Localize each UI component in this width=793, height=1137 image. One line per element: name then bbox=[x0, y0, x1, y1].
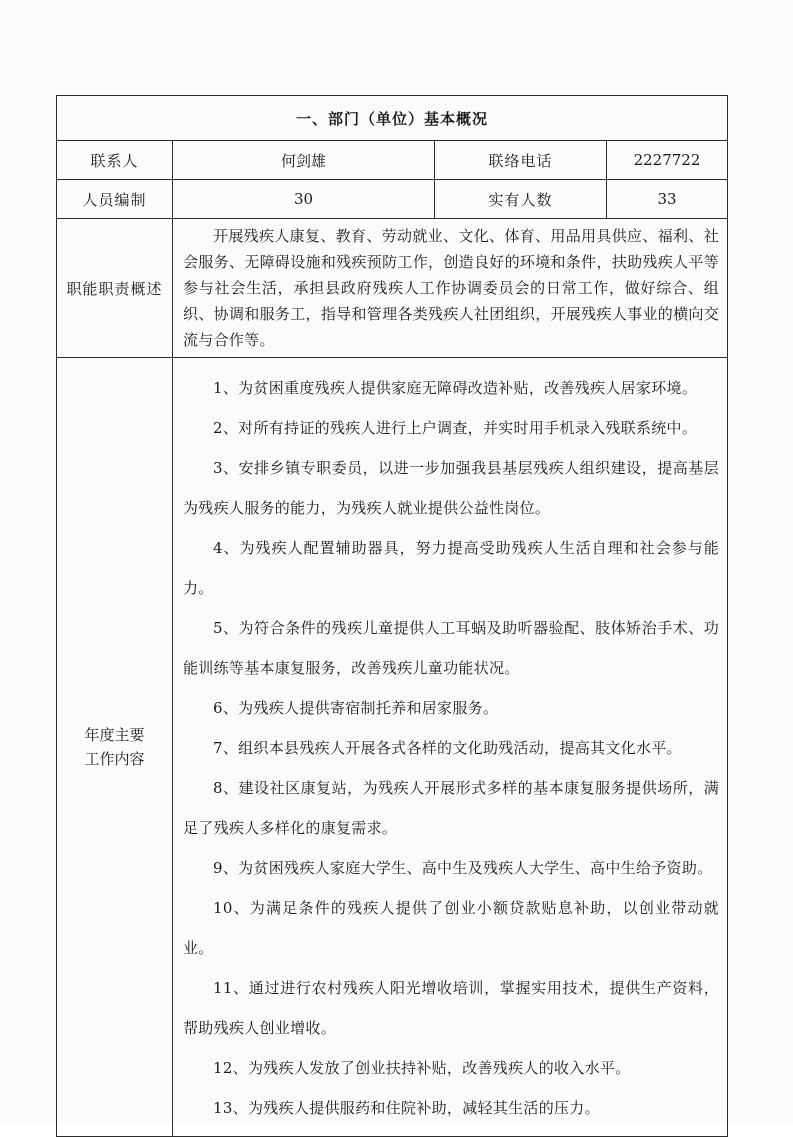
actual-staff-label: 实有人数 bbox=[435, 180, 607, 219]
basic-overview-table bbox=[56, 95, 728, 1137]
work-content-cell bbox=[173, 358, 728, 1137]
work-item: 9、为贫困残疾人家庭大学生、高中生及残疾人大学生、高中生给予资助。 bbox=[213, 859, 713, 877]
duties-label: 职能职责概述 bbox=[57, 219, 173, 358]
work-item: 12、为残疾人发放了创业扶持补贴，改善残疾人的收入水平。 bbox=[213, 1059, 631, 1077]
work-item: 6、为残疾人提供寄宿制托养和居家服务。 bbox=[213, 699, 499, 717]
duties-cell bbox=[173, 219, 728, 358]
work-item: 8、建设社区康复站，为残疾人开展形式多样的基本康复服务提供场所，满足了残疾人多样化的康复需求。 bbox=[183, 779, 720, 837]
work-label-line2: 工作内容 bbox=[84, 750, 145, 768]
work-label bbox=[57, 358, 173, 1137]
work-item: 5、为符合条件的残疾儿童提供人工耳蜗及助听器验配、肢体矫治手术、功能训练等基本康复服务，改善残疾儿童功能状况。 bbox=[183, 619, 720, 677]
contact-label: 联系人 bbox=[57, 141, 173, 180]
table-title: 一、部门（单位）基本概况 bbox=[57, 96, 728, 141]
staff-quota-label: 人员编制 bbox=[57, 180, 173, 219]
work-item: 11、通过进行农村残疾人阳光增收培训，掌握实用技术，提供生产资料，帮助残疾人创业增收。 bbox=[183, 979, 720, 1037]
work-item: 3、安排乡镇专职委员，以进一步加强我县基层残疾人组织建设，提高基层为残疾人服务的能力，为残疾人就业提供公益性岗位。 bbox=[183, 459, 720, 517]
duties-text: 开展残疾人康复、教育、劳动就业、文化、体育、用品用具供应、福利、社会服务、无障碍设施和残疾预防工作，创造良好的环境和条件，扶助残疾人平等参与社会生活，承担县政府残疾人工作协调委员会的日常工作，做好综合、组织、协调和服务工，指导和管理各类残疾人社团组织，开展残疾人事业的横向交流与合作等。 bbox=[183, 227, 720, 349]
actual-staff-value: 33 bbox=[607, 180, 728, 219]
phone-label: 联络电话 bbox=[435, 141, 607, 180]
work-item: 2、对所有持证的残疾人进行上户调查，并实时用手机录入残联系统中。 bbox=[213, 419, 698, 437]
work-item: 10、为满足条件的残疾人提供了创业小额贷款贴息补助，以创业带动就业。 bbox=[183, 899, 720, 957]
contact-value: 何剑雄 bbox=[173, 141, 435, 180]
work-item: 4、为残疾人配置辅助器具，努力提高受助残疾人生活自理和社会参与能力。 bbox=[183, 539, 720, 597]
work-item: 13、为残疾人提供服药和住院补助，减轻其生活的压力。 bbox=[213, 1099, 600, 1117]
phone-value: 2227722 bbox=[607, 141, 728, 180]
staff-quota-value: 30 bbox=[173, 180, 435, 219]
work-item: 7、组织本县残疾人开展各式各样的文化助残活动，提高其文化水平。 bbox=[213, 739, 682, 757]
work-label-line1: 年度主要 bbox=[84, 726, 145, 744]
work-item: 1、为贫困重度残疾人提供家庭无障碍改造补贴，改善残疾人居家环境。 bbox=[213, 379, 698, 397]
